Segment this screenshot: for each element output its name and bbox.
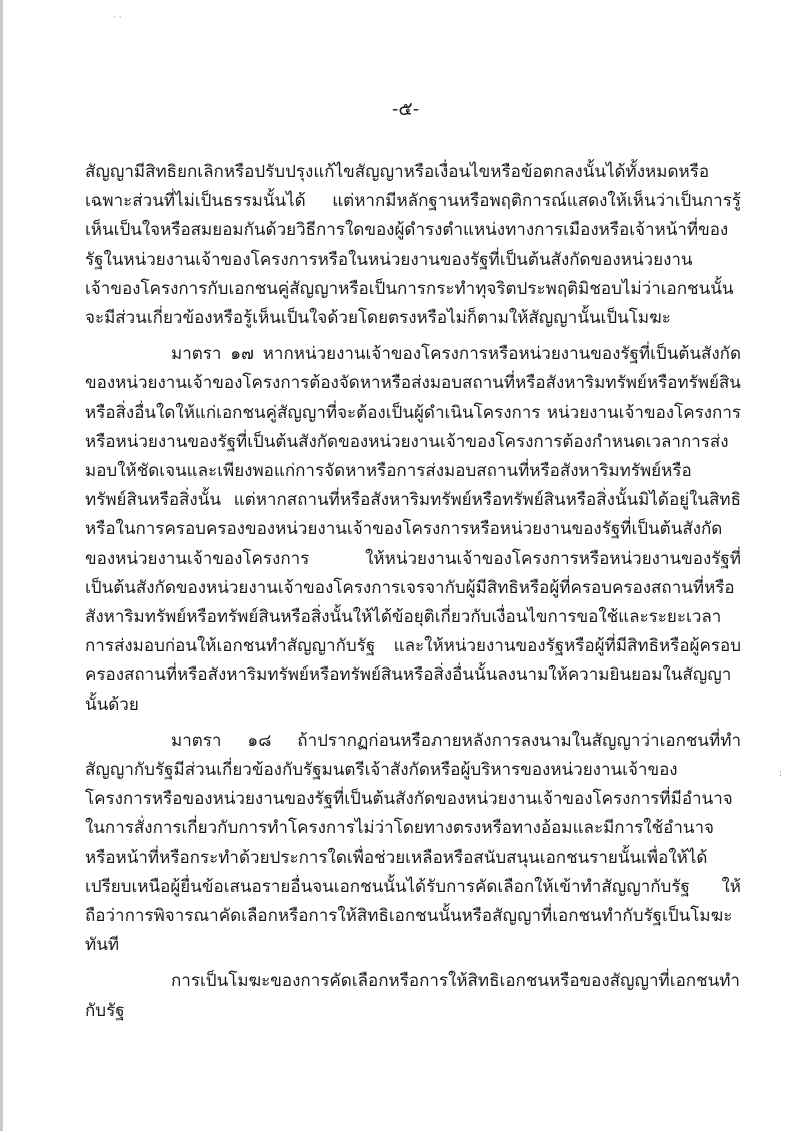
scan-speck: :: [779, 769, 783, 779]
paragraph-continuation: สัญญามีสิทธิยกเลิกหรือปรับปรุงแก้ไขสัญญาหรือเงื่อนไขหรือข้อตกลงนั้นได้ทั้งหมดหรือเฉพาะส่วนที่ไม่เป็นธรรมนั้นได้ แต่หากมีหลักฐานหรือพฤติการณ์แสดงให้เห็นว่าเป็นการรู้เห็นเป็นใจหรือสมยอมกันด้วยวิธีการใดของผู้ดำรงตำแหน่งทางการเมืองหรือเจ้าหน้าที่ของรัฐในหน่วยงานเจ้าของโครงการหรือในหน่วยงานของรัฐที่เป็นต้นสังกัดของหน่วยงานเจ้าของโครงการกับเอกชนคู่สัญญาหรือเป็นการกระทำทุจริตประพฤติมิชอบไม่ว่าเอกชนนั้นจะมีส่วนเกี่ยวข้องหรือรู้เห็นเป็นใจด้วยโดยตรงหรือไม่ก็ตามให้สัญญานั้นเป็นโมฆะ: [85, 162, 741, 329]
paragraph-section-18: มาตรา ๑๘ ถ้าปรากฏก่อนหรือภายหลังการลงนามในสัญญาว่าเอกชนที่ทำสัญญากับรัฐมีส่วนเกี่ยวข้องกับรัฐมนตรีเจ้าสังกัดหรือผู้บริหารของหน่วยงานเจ้าของโครงการหรือของหน่วยงานของรัฐที่เป็นต้นสังกัดของหน่วยงานเจ้าของโครงการที่มีอำนาจในการสั่งการเกี่ยวกับการทำโครงการไม่ว่าโดยทางตรงหรือทางอ้อมและมีการใช้อำนาจหรือหน้าที่หรือกระทำด้วยประการใดเพื่อช่วยเหลือหรือสนับสนุนเอกชนรายนั้นเพื่อให้ได้เปรียบเหนือผู้ยื่นข้อเสนอรายอื่นจนเอกชนนั้นได้รับการคัดเลือกให้เข้าทำสัญญากับรัฐ ให้ถือว่าการพิจารณาคัดเลือกหรือการให้สิทธิเอกชนนั้นหรือสัญญาที่เอกชนทำกับรัฐเป็นโมฆะทันที: [85, 730, 741, 956]
paragraph-section-18-continued: การเป็นโมฆะของการคัดเลือกหรือการให้สิทธิเอกชนหรือของสัญญาที่เอกชนทำกับรัฐ: [85, 971, 740, 1021]
page-number: -๕-: [392, 98, 420, 120]
scan-edge: [0, 0, 3, 1131]
body-text: [85, 158, 741, 1026]
scan-speck: · ·: [113, 13, 122, 23]
paragraph-section-17: มาตรา ๑๗ หากหน่วยงานเจ้าของโครงการหรือหน่วยงานของรัฐที่เป็นต้นสังกัดของหน่วยงานเจ้าของโครงการต้องจัดหาหรือส่งมอบสถานที่หรือสังหาริมทรัพย์หรือทรัพย์สินหรือสิ่งอื่นใดให้แก่เอกชนคู่สัญญาที่จะต้องเป็นผู้ดำเนินโครงการ หน่วยงานเจ้าของโครงการหรือหน่วยงานของรัฐที่เป็นต้นสังกัดของหน่วยงานเจ้าของโครงการต้องกำหนดเวลาการส่งมอบให้ชัดเจนและเพียงพอแก่การจัดหาหรือการส่งมอบสถานที่หรือสังหาริมทรัพย์หรือทรัพย์สินหรือสิ่งนั้น แต่หากสถานที่หรือสังหาริมทรัพย์หรือทรัพย์สินหรือสิ่งนั้นมิได้อยู่ในสิทธิหรือในการครอบครองของหน่วยงานเจ้าของโครงการหรือหน่วยงานของรัฐที่เป็นต้นสังกัดของหน่วยงานเจ้าของโครงการ ให้หน่วยงานเจ้าของโครงการหรือหน่วยงานของรัฐที่เป็นต้นสังกัดของหน่วยงานเจ้าของโครงการเจรจากับผู้มีสิทธิหรือผู้ที่ครอบครองสถานที่หรือสังหาริมทรัพย์หรือทรัพย์สินหรือสิ่งนั้นให้ได้ข้อยุติเกี่ยวกับเงื่อนไขการขอใช้และระยะเวลาการส่งมอบก่อนให้เอกชนทำสัญญากับรัฐ และให้หน่วยงานของรัฐหรือผู้ที่มีสิทธิหรือผู้ครอบครองสถานที่หรือสังหาริมทรัพย์หรือทรัพย์สินหรือสิ่งอื่นนั้นลงนามให้ความยินยอมในสัญญานั้นด้วย: [85, 344, 741, 715]
